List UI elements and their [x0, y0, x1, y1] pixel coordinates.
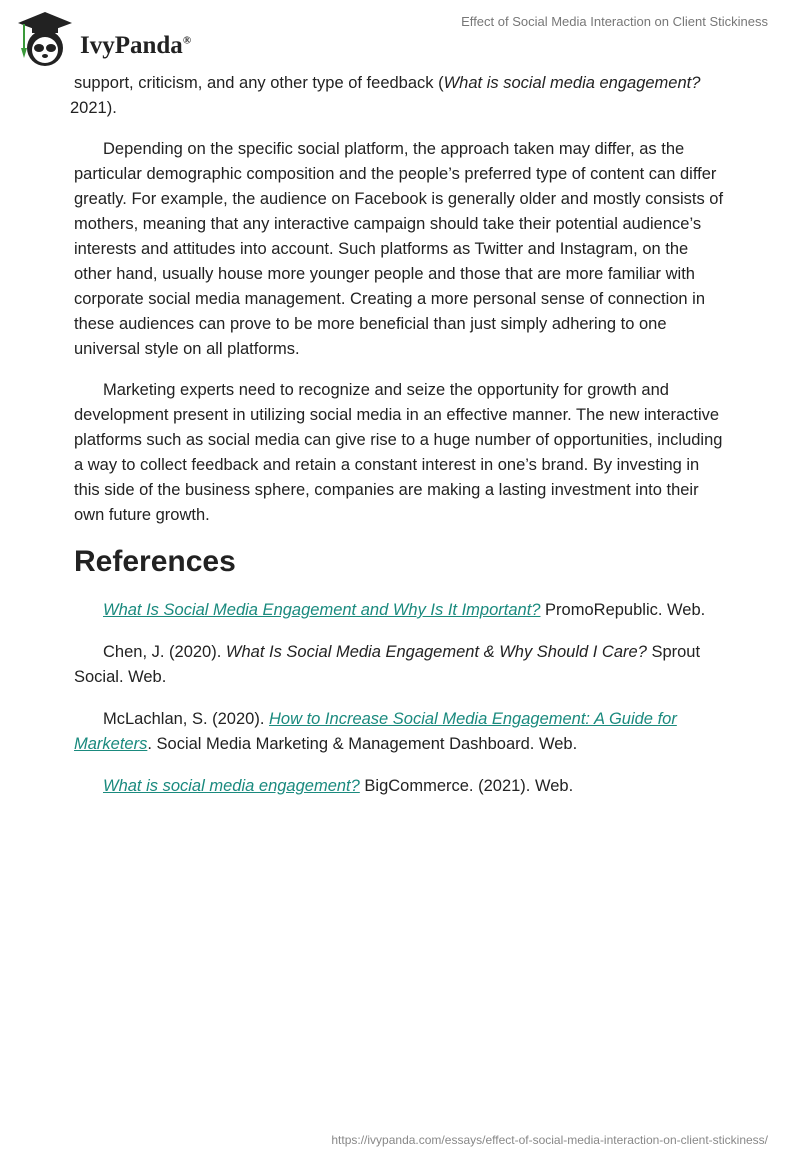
- reference-link[interactable]: How to Increase Social Media Engagement: A Guide for Marketers: [74, 710, 677, 753]
- reference-link[interactable]: What Is Social Media Engagement and Why Is It Important?: [103, 601, 541, 619]
- reference-item: [74, 598, 726, 623]
- paragraph: Depending on the specific social platform, the approach taken may differ, as the particular demographic composition and the people’s preferred type of content can differ greatly. For example, the audience on Facebook is generally older and mostly consists of mothers, meaning that any interactive campaign should take their potential audience’s interests and attitudes into account. Such platforms as Twitter and Instagram, on the other hand, usually house more younger people and those that are more familiar with corporate social media management. Creating a more personal sense of connection in these audiences can prove to be more beneficial than just simply adhering to one universal style on all platforms.: [74, 140, 724, 358]
- paragraph: Marketing experts need to recognize and seize the opportunity for growth and development present in utilizing social media in an effective manner. The new interactive platforms such as social media can give rise to a huge number of opportunities, including a way to collect feedback and retain a constant interest in one’s brand. By investing in this side of the business sphere, companies are making a lasting investment into their own future growth.: [74, 381, 723, 524]
- reference-link[interactable]: What is social media engagement?: [103, 777, 360, 795]
- ivypanda-logo[interactable]: [14, 8, 191, 70]
- text: PromoRepublic. Web.: [540, 601, 706, 619]
- text: 2021).: [70, 99, 117, 117]
- paragraph: [70, 71, 726, 121]
- logo-text: [80, 32, 191, 60]
- text: . Social Media Marketing & Management Dashboard. Web.: [147, 735, 578, 753]
- text: BigCommerce. (2021). Web.: [359, 777, 574, 795]
- text: Chen, J. (2020).: [103, 643, 226, 661]
- reference-item: [74, 707, 726, 757]
- logo-wordmark: IvyPanda: [80, 32, 183, 59]
- references-heading: References: [74, 545, 236, 578]
- reference-item: [74, 774, 726, 799]
- panda-graduate-icon: [14, 8, 76, 70]
- text: McLachlan, S. (2020).: [103, 710, 269, 728]
- text: support, criticism, and any other type of feedback (: [74, 74, 444, 92]
- registered-mark: ®: [182, 34, 192, 47]
- page-url: https://ivypanda.com/essays/effect-of-social-media-interaction-on-client-stickiness/: [331, 1133, 768, 1147]
- document-title: Effect of Social Media Interaction on Client Stickiness: [461, 14, 768, 29]
- essay-content: [70, 71, 726, 816]
- reference-item: [74, 640, 726, 690]
- text: Sprout Social. Web.: [74, 643, 701, 686]
- citation-title: What is social media engagement?: [443, 74, 701, 92]
- reference-title: What Is Social Media Engagement & Why Should I Care?: [225, 643, 647, 661]
